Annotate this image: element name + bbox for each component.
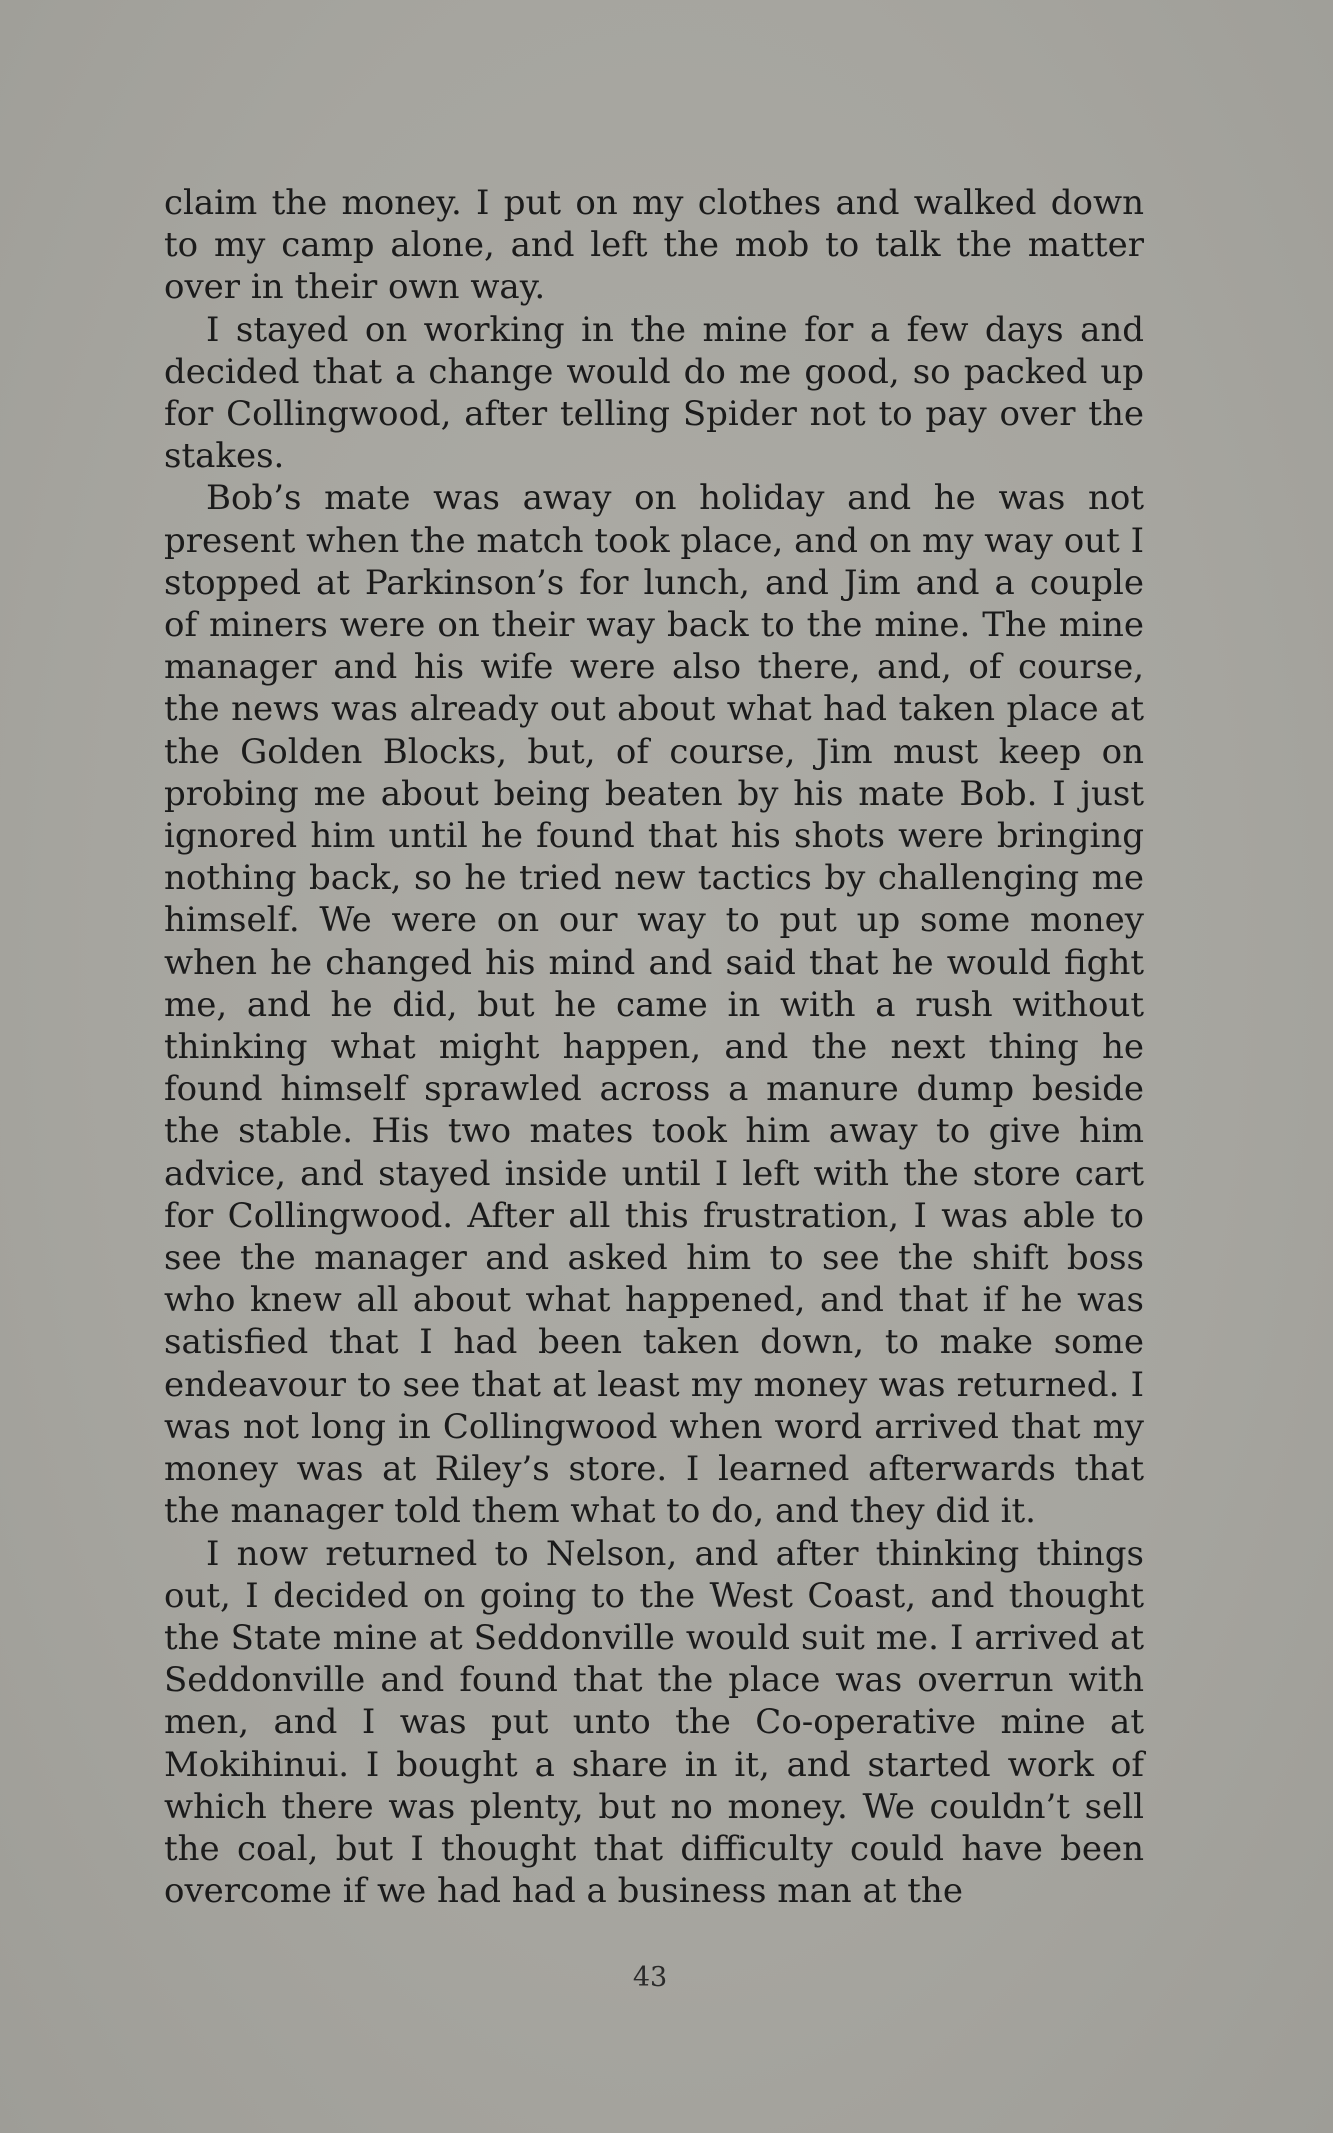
paragraph-1: claim the money. I put on my clothes and walked down to my camp alone, and left the mob to talk the matter over in their own way. <box>164 183 1144 308</box>
page-number: 43 <box>632 1962 668 1993</box>
body-text <box>164 182 1144 1912</box>
paragraph-2: I stayed on working in the mine for a few days and decided that a change would do me good, so packed up for Collingwood, after telling Spider not to pay over the stakes. <box>164 309 1144 477</box>
paragraph-3: Bob’s mate was away on holiday and he was not present when the match took place, and on my way out I stopped at Parkinson’s for lunch, and Jim and a couple of miners were on their way back to the mine. The mine manager and his wife were also there, and, of course, the news was already out about what had taken place at the Golden Blocks, but, of course, Jim must keep on probing me about being beaten by his mate Bob. I just ignored him until he found that his shots were bringing nothing back, so he tried new tactics by challenging me himself. We were on our way to put up some money when he changed his mind and said that he would fight me, and he did, but he came in with a rush without thinking what might happen, and the next thing he found himself sprawled across a manure dump beside the stable. His two mates took him away to give him advice, and stayed inside until I left with the store cart for Collingwood. After all this frustration, I was able to see the manager and asked him to see the shift boss who knew all about what happened, and that if he was satisfied that I had been taken down, to make some endeavour to see that at least my money was returned. I was not long in Collingwood when word arrived that my money was at Riley’s store. I learned afterwards that the manager told them what to do, and they did it. <box>164 478 1144 1532</box>
paragraph-4: I now returned to Nelson, and after thinking things out, I decided on going to the West Coast, and thought the State mine at Seddonville would suit me. I arrived at Seddonville and found that the place was overrun with men, and I was put unto the Co-operative mine at Mokihinui. I bought a share in it, and started work of which there was plenty, but no money. We couldn’t sell the coal, but I thought that difficulty could have been overcome if we had had a business man at the <box>164 1533 1144 1912</box>
